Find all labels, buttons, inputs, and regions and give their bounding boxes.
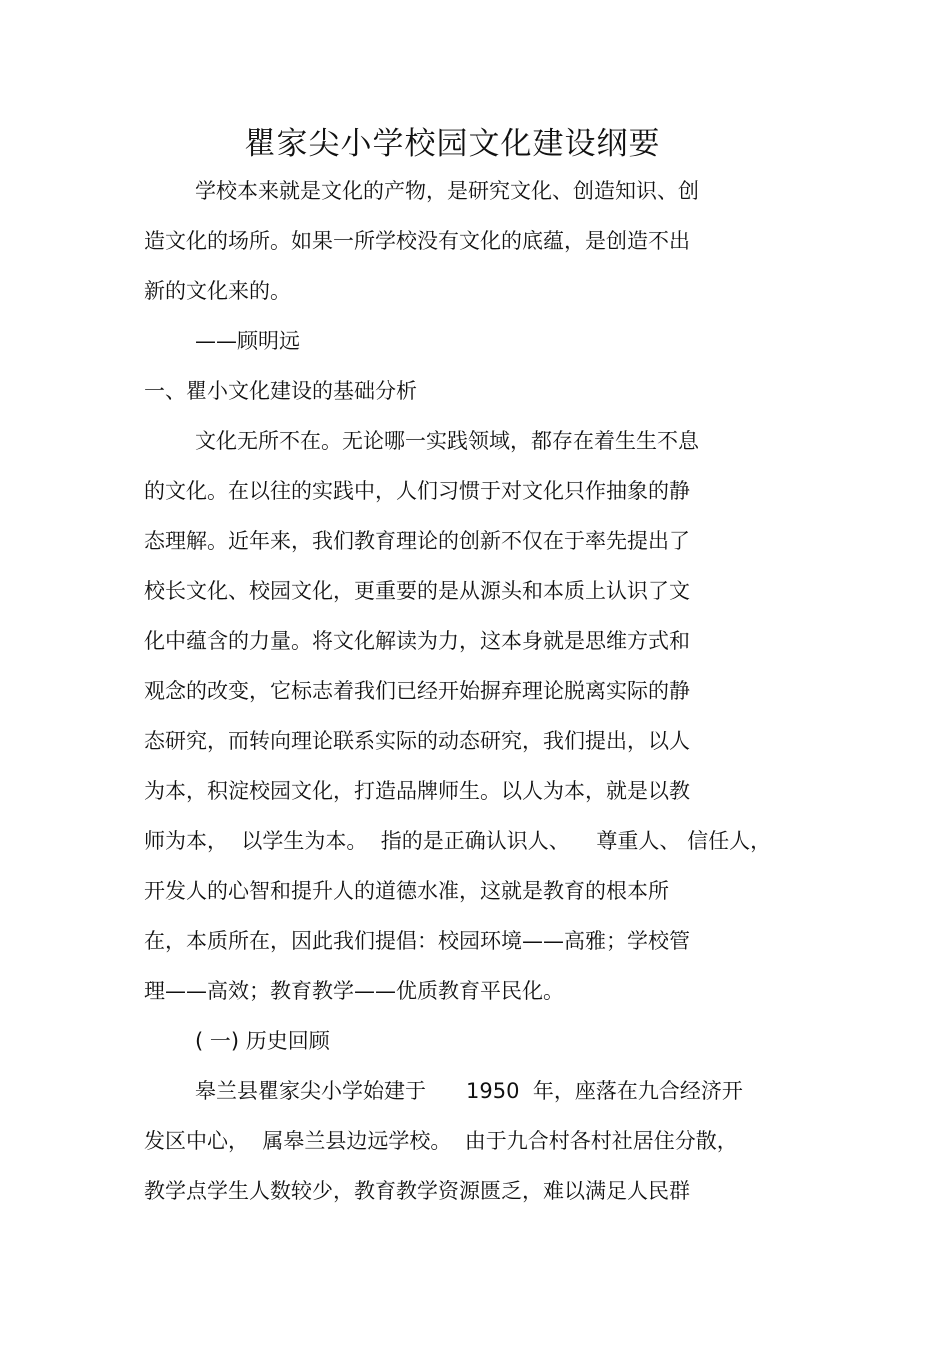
paragraph-line: 学校本来就是文化的产物，是研究文化、创造知识、创 bbox=[195, 179, 699, 203]
section-heading: 一、瞿小文化建设的基础分析 bbox=[144, 379, 417, 403]
paragraph-line: 造文化的场所。如果一所学校没有文化的底蕴，是创造不出 bbox=[144, 229, 690, 253]
paragraph-line: 新的文化来的。 bbox=[144, 279, 291, 303]
paragraph-line: 的文化。在以往的实践中，人们习惯于对文化只作抽象的静 bbox=[144, 479, 690, 503]
paragraph-line: 皋兰县瞿家尖小学始建于 1950 年，座落在九合经济开 bbox=[195, 1079, 743, 1103]
subsection-heading: ( 一) 历史回顾 bbox=[195, 1029, 330, 1053]
paragraph-line: 理——高效；教育教学——优质教育平民化。 bbox=[144, 979, 564, 1003]
paragraph-line: 在，本质所在，因此我们提倡：校园环境——高雅；学校管 bbox=[144, 929, 690, 953]
paragraph-line: 文化无所不在。无论哪一实践领域，都存在着生生不息 bbox=[195, 429, 699, 453]
paragraph-line: 态研究，而转向理论联系实际的动态研究，我们提出，以人 bbox=[144, 729, 690, 753]
paragraph-line: 化中蕴含的力量。将文化解读为力，这本身就是思维方式和 bbox=[144, 629, 690, 653]
paragraph-line: 观念的改变，它标志着我们已经开始摒弃理论脱离实际的静 bbox=[144, 679, 690, 703]
paragraph-line: 校长文化、校园文化，更重要的是从源头和本质上认识了文 bbox=[144, 579, 690, 603]
paragraph-line: 师为本， 以学生为本。 指的是正确认识人、 尊重人、 信任人， bbox=[144, 829, 772, 853]
paragraph-line: 教学点学生人数较少，教育教学资源匮乏，难以满足人民群 bbox=[144, 1179, 690, 1203]
paragraph-line: 为本，积淀校园文化，打造品牌师生。以人为本，就是以教 bbox=[144, 779, 690, 803]
paragraph-line: 开发人的心智和提升人的道德水准，这就是教育的根本所 bbox=[144, 879, 669, 903]
quote-attribution: ——顾明远 bbox=[195, 329, 300, 353]
paragraph-line: 态理解。近年来，我们教育理论的创新不仅在于率先提出了 bbox=[144, 529, 690, 553]
paragraph-line: 发区中心， 属皋兰县边远学校。 由于九合村各村社居住分散， bbox=[144, 1129, 738, 1153]
document-title: 瞿家尖小学校园文化建设纲要 bbox=[244, 126, 661, 162]
